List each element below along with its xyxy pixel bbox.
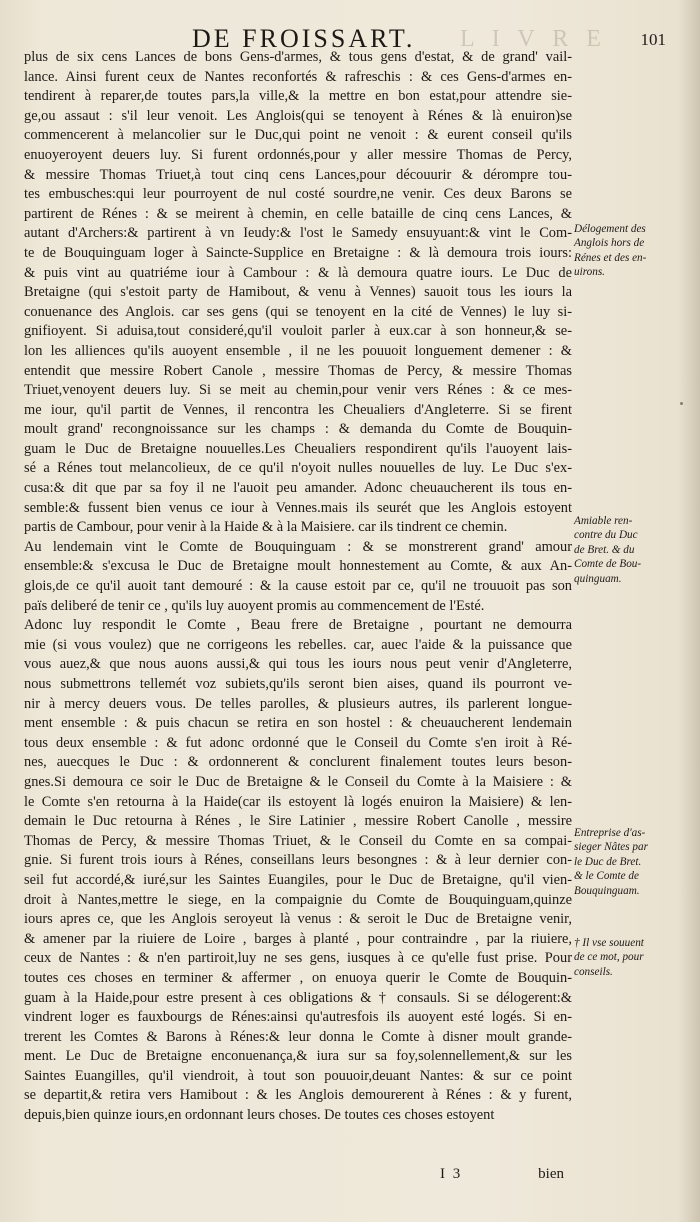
text-line: païs deliberé de tenir ce , qu'ils luy auoyent promis au commencement de l'Esté.	[24, 597, 485, 614]
text-line: ensemble:& s'excusa le Duc de Bretaigne moult honnestement au Comte, & aux An-	[24, 558, 572, 575]
text-line: te de Bouquinguam loger à Saincte-Supplice en Bretaigne : & là demoura trois iours:	[24, 244, 572, 261]
margin-note-line: sieger Nâtes par	[574, 841, 648, 854]
page-number: 101	[640, 30, 666, 49]
text-line: depuis,bien quinze iours,en ordonnant leurs choses. De toutes ces choses estoyent	[24, 1107, 495, 1124]
text-line: droit à Nantes,mettre le siege, en la compaignie du Comte de Bouquinguam,quinze	[24, 891, 572, 908]
margin-note-amiable-rencontre	[574, 514, 686, 586]
text-line: cusa:& dit que par sa foy il ne l'auoit peu amander. Adonc cheuaucherent ils tous en-	[24, 480, 572, 497]
text-line: partirent de Rénes : & se meirent à chemin, en celle bataille de cinq cens Lances, &	[24, 205, 572, 222]
text-line: Au lendemain vint le Comte de Bouquinguam : & se monstrerent grand' amour	[24, 538, 572, 555]
bleed-through-text: L I V R E	[460, 26, 607, 52]
margin-note-line: Comte de Bou-	[574, 558, 642, 571]
text-line: tous deux ensemble : & fut adonc ordonné que le Conseil du Comte s'en iroit à Ré-	[24, 734, 572, 751]
text-line: nous submettrons tellemét voz subiets,qu'ils seront bien aises, quand ils pourront ve-	[24, 676, 572, 692]
text-line: conuenance des Anglois. car ses gens (qui se tenoyent en la cité de Vennes) le luy si-	[24, 303, 572, 320]
text-line: demain le Duc retourna à Rénes , le Sire Latinier , messire Robert Canolle , messire	[24, 813, 572, 830]
text-line: vindrent loger es fauxbourgs de Rénes:ainsi qu'autresfois ils auoyent esté logés. Si en-	[24, 1009, 572, 1026]
text-line: Saintes Euangilles, qu'il viendroit, à tout son pouuoir,deuant Nantes: & sur ce point	[24, 1067, 572, 1084]
gutter-shadow	[678, 0, 700, 1222]
page-footer	[24, 1166, 572, 1188]
margin-note-line: quinguam.	[574, 572, 622, 585]
paper-speck	[680, 402, 683, 405]
margin-note-line: le Duc de Bret.	[574, 855, 642, 868]
text-line: guam le Duc de Bretaigne nouuelles.Les Cheualiers respondirent qu'ils l'auoyent lais-	[24, 440, 572, 457]
margin-note-line: conseils.	[574, 965, 613, 978]
text-line: ge,ou assaut : s'il leur venoit. Les Anglois(qui se tenoyent à Rénes & là enuiron)se	[24, 107, 572, 124]
text-line: gnes.Si demoura ce soir le Duc de Bretaigne & le Conseil du Comte à la Maisiere : &	[24, 773, 572, 790]
text-line: semble:& fussent bien venus ce iour à Vennes.mais ils seurét que les Anglois estoyent	[24, 499, 572, 516]
text-line: gnie. Si furent trois iours à Rénes, conseillans leurs besongnes : & à leur dernier con-	[24, 852, 572, 869]
margin-note-line: & le Comte de	[574, 870, 639, 883]
text-line: me iour, qu'il partit de Vennes, il rencontra les Cheualiers d'Angleterre. Si se firent	[24, 401, 572, 418]
margin-note-entreprise	[574, 826, 686, 898]
catchword: bien	[538, 1166, 564, 1182]
text-line: trerent les Comtes & Barons à Rénes:& leur donna le Comte à disner moult grande-	[24, 1028, 572, 1045]
text-line: Triuet,venoyent deuers luy. Si se meit au chemin,pour venir vers Rénes : & ce mes-	[24, 382, 572, 399]
text-line: & puis vint au quatriéme iour à Cambour : & là demoura quatre iours. Le Duc de	[24, 264, 572, 281]
margin-note-line: Bouquinguam.	[574, 884, 640, 897]
text-line: ment. Le Duc de Bretaigne enconuenança,& iura sur sa foy,solennellement,& sur les	[24, 1048, 572, 1065]
text-line: tes embusches:qui leur pourroyent de nul costé sourdre,ne venir. Ces deux Barons se	[24, 186, 572, 203]
margin-note-line: Entreprise d'as-	[574, 827, 646, 839]
margin-note-line: contre du Duc	[574, 529, 638, 542]
text-line: nes, auecques le Duc : & ordonnerent & conclurent finalement toutes leurs beson-	[24, 754, 572, 771]
margin-note-line: † Il vse souuent	[574, 937, 644, 949]
text-line: entendit que messire Robert Canole , messire Thomas de Percy, & messire Thomas	[24, 362, 572, 379]
text-line: glois,de ce qu'il auoit tant demouré : & la cause estoit par ce, qu'il ne trouuoit pas son	[24, 578, 572, 595]
margin-note-line: de ce mot, pour	[574, 951, 644, 964]
margin-note-line: Anglois hors de	[574, 237, 645, 250]
text-line: nir à mercy deuers vous. De telles parolles, & plusieurs autres, ils parlerent longue-	[24, 695, 572, 712]
text-line: gnifioyent. Si aduisa,tout consideré,qu'il vouloit parler à eux.car à son honneur,& se-	[24, 323, 572, 340]
text-line: & messire Thomas Triuet,à tout cinq cens Lances,pour découurir & dérompre tou-	[24, 166, 572, 183]
text-line: guam à la Haide,pour estre present à ces obligations & † consauls. Si se délogerent:&	[24, 989, 572, 1006]
margin-note-consauls	[574, 936, 686, 979]
text-line: Adonc luy respondit le Comte , Beau frere de Bretaigne , pourtant ne demourra	[24, 617, 572, 634]
running-title: DE FROISSART.	[192, 24, 416, 53]
text-line: le Comte s'en retourna à la Haide(car ils estoyent là logés enuiron la Maisiere) & len-	[24, 793, 572, 810]
text-line: seil fut accordé,& iuré,sur les Saintes Euangiles, pour le Duc de Bretaigne, qu'il vien-	[24, 871, 572, 888]
text-line: se departit,& retira vers Hamibout : & les Anglois demourerent à Rénes : & y furent,	[24, 1087, 572, 1104]
text-line: & amener par la riuiere de Loire , barges à planté , pour contraindre , par la riuiere,	[24, 930, 572, 947]
text-line: Thomas de Percy, & messire Thomas Triuet, & le Conseil du Comte en sa compai-	[24, 832, 572, 849]
text-line: commencerent à melancolier sur le Duc,qui point ne venoit : & eurent conseil qu'ils	[24, 127, 572, 144]
text-line: sé a Rénes tout melancolieux, de ce qu'il n'oyoit nulles nouuelles de luy. Le Duc s'ex-	[24, 460, 572, 477]
text-line: tendirent à reparer,de toutes pars,la ville,& la mettre en bon estat,pour attendre sie-	[24, 88, 572, 105]
text-line: mie (si vous voulez) que ne corrigeons les rebelles. car, auec l'aide & la puissance que	[24, 636, 572, 653]
text-line: toutes ces choses en terminer & affermer , on enuoya querir le Comte de Bouquin-	[24, 969, 572, 986]
signature-mark: I 3	[440, 1166, 463, 1182]
text-line: autant d'Archers:& partirent à vn Ieudy:& l'ost le Samedy ensuyuant:& vint le Com-	[24, 225, 572, 242]
text-line: Bretaigne (qui s'estoit party de Hamibout, & venu à Vennes) sauoit tous les iours la	[24, 284, 572, 301]
text-line: plus de six cens Lances de bons Gens-d'armes, & tous gens d'estat, & de grand' vail-	[24, 49, 572, 65]
text-line: vous auez,& que nous auons aussi,& qui tous les iours nous peut venir d'Angleterre,	[24, 656, 572, 673]
text-line: ment ensemble : & puis chacun se retira en son hostel : & cheuaucherent lendemain	[24, 715, 572, 732]
text-line: ceux de Nantes : & n'en partiroit,luy ne ses gens, iusques à ce qu'elle fust prise. Pour	[24, 950, 572, 967]
margin-note-delogement	[574, 222, 686, 280]
margin-note-line: de Bret. & du	[574, 543, 635, 556]
text-line: partis de Cambour, pour venir à la Haide & à la Maisiere. car ils tindrent ce chemin.	[24, 519, 508, 536]
text-line: moult grand' recongnoissance sur les champs : & demanda du Comte de Bouquin-	[24, 421, 572, 438]
text-line: lance. Ainsi furent ceux de Nantes reconfortés & rafreschis : & ces Gens-d'armes en-	[24, 68, 572, 85]
margin-note-line: Délogement des	[574, 223, 646, 235]
margin-note-line: uirons.	[574, 266, 605, 279]
margin-note-line: Amiable ren-	[574, 515, 633, 527]
main-text-block	[24, 48, 572, 1126]
text-line: lon les alliences qu'ils auoyent ensemble , il ne les pouuoit longuement demener : &	[24, 342, 572, 359]
text-line: enuoyeroyent deuers luy. Si furent ordonnés,pour y aller messire Thomas de Percy,	[24, 146, 572, 163]
text-line: iours apres ce, que les Anglois seroyeut là venus : & seroit le Duc de Bretaigne venir,	[24, 911, 572, 928]
margin-note-line: Rénes et des en-	[574, 251, 647, 264]
